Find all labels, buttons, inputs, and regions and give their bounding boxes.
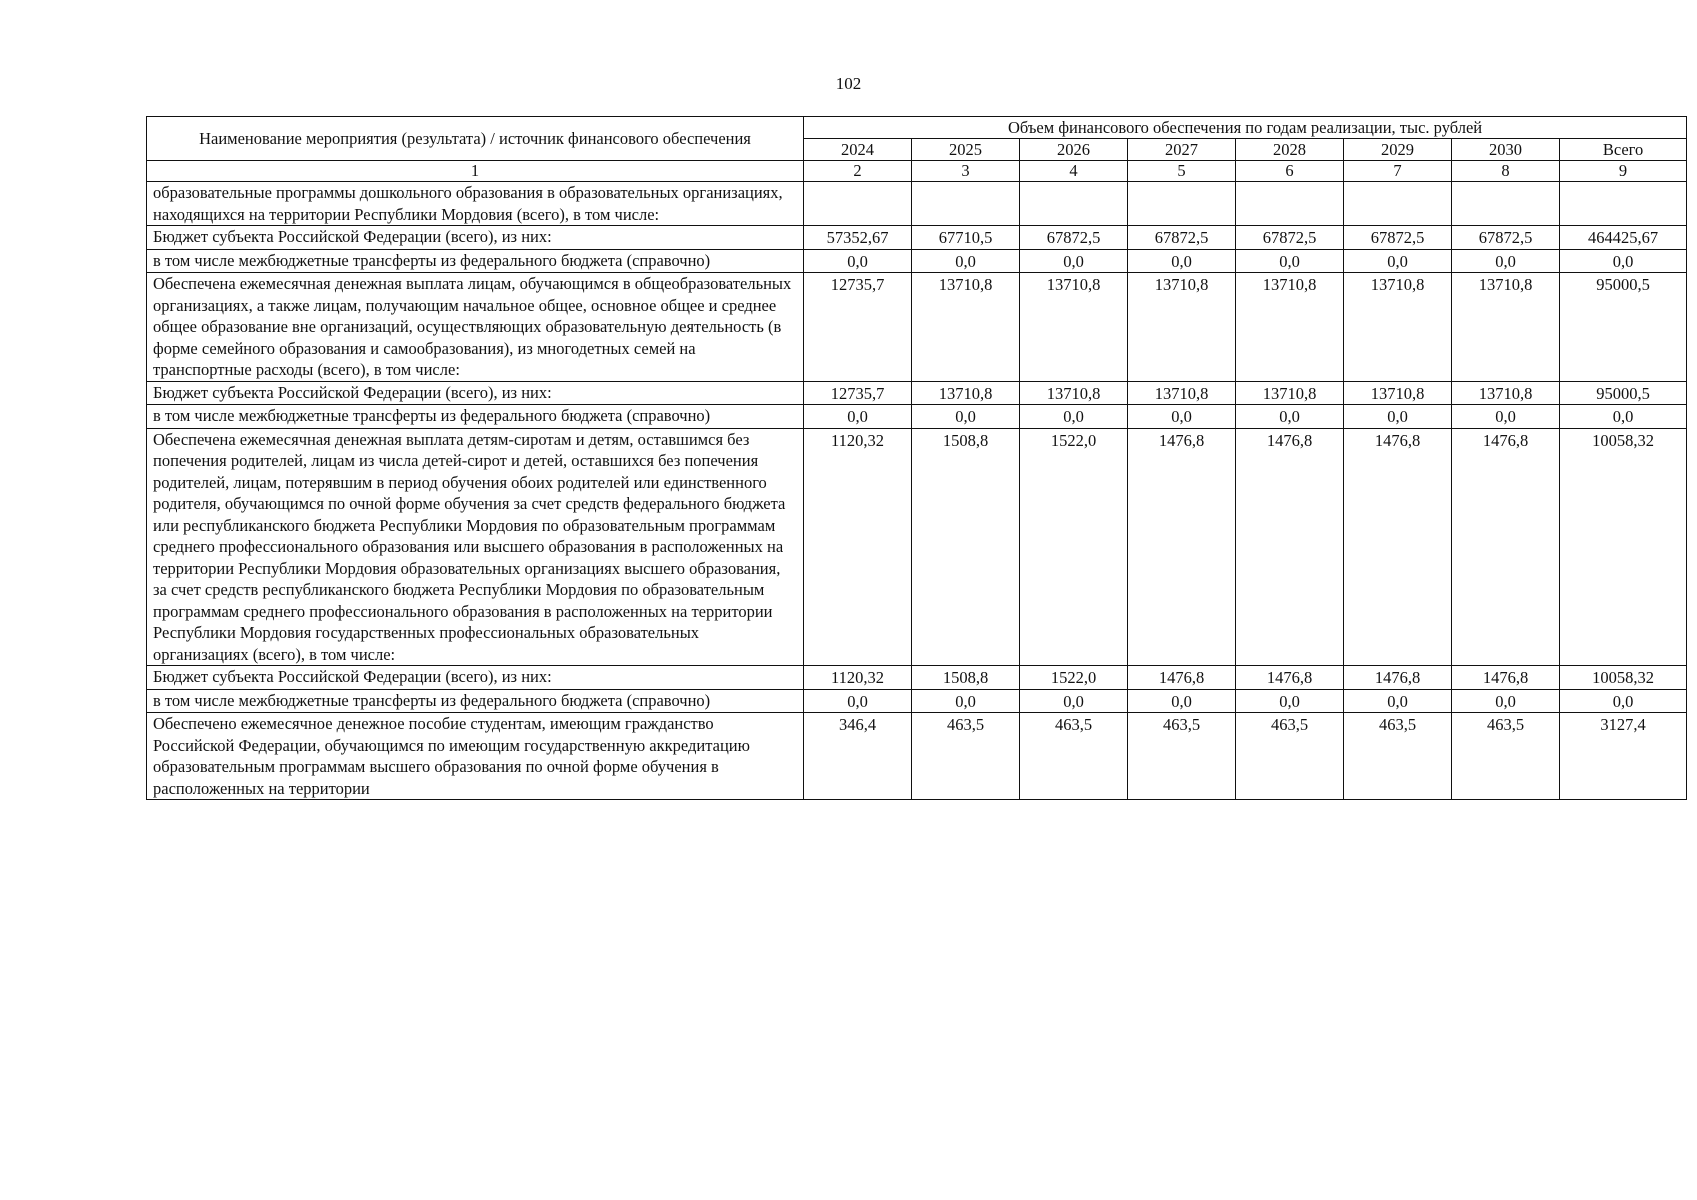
row-value-cell: 0,0 — [912, 249, 1020, 273]
row-value-cell: 463,5 — [912, 713, 1020, 800]
row-name-cell: в том числе межбюджетные трансферты из федерального бюджета (справочно) — [147, 405, 804, 429]
row-value-cell — [1020, 182, 1128, 226]
header-year: 2024 — [804, 139, 912, 161]
row-value-cell: 57352,67 — [804, 226, 912, 250]
row-name-cell: Бюджет субъекта Российской Федерации (всего), из них: — [147, 381, 804, 405]
row-value-cell: 13710,8 — [1020, 273, 1128, 382]
row-value-cell: 463,5 — [1128, 713, 1236, 800]
row-total-cell: 464425,67 — [1560, 226, 1687, 250]
row-value-cell: 0,0 — [1020, 249, 1128, 273]
row-total-cell — [1560, 182, 1687, 226]
row-value-cell: 0,0 — [804, 405, 912, 429]
row-value-cell — [1452, 182, 1560, 226]
row-value-cell: 0,0 — [1452, 689, 1560, 713]
table-row — [147, 405, 1687, 429]
row-value-cell: 463,5 — [1344, 713, 1452, 800]
row-value-cell: 0,0 — [1452, 249, 1560, 273]
row-value-cell: 0,0 — [804, 249, 912, 273]
row-value-cell: 1476,8 — [1236, 428, 1344, 666]
row-value-cell: 0,0 — [1344, 689, 1452, 713]
header-row-top — [147, 117, 1687, 139]
row-value-cell: 13710,8 — [912, 381, 1020, 405]
column-number: 3 — [912, 161, 1020, 182]
header-year: 2027 — [1128, 139, 1236, 161]
row-value-cell: 0,0 — [1020, 405, 1128, 429]
header-total: Всего — [1560, 139, 1687, 161]
row-value-cell — [804, 182, 912, 226]
row-value-cell — [912, 182, 1020, 226]
header-volume-caption: Объем финансового обеспечения по годам реализации, тыс. рублей — [804, 117, 1687, 139]
row-value-cell: 0,0 — [912, 405, 1020, 429]
column-number: 9 — [1560, 161, 1687, 182]
row-total-cell: 95000,5 — [1560, 273, 1687, 382]
row-total-cell: 10058,32 — [1560, 666, 1687, 690]
row-value-cell: 0,0 — [1452, 405, 1560, 429]
row-value-cell: 0,0 — [1236, 249, 1344, 273]
row-value-cell: 0,0 — [1344, 249, 1452, 273]
row-value-cell: 13710,8 — [1344, 381, 1452, 405]
row-value-cell: 0,0 — [1128, 405, 1236, 429]
table-row — [147, 273, 1687, 382]
row-value-cell: 0,0 — [1236, 405, 1344, 429]
row-name-cell: Обеспечена ежемесячная денежная выплата детям-сиротам и детям, оставшимся без попечения родителей, лицам из числа детей-сирот и детей, оставшихся без попечения родителей, лицам, потерявшим в период обучения обоих родителей или единственного родителя, обучающимся по очной форме обучения за счет средств федерального бюджета или республиканского бюджета Республики Мордовия по образовательным программам среднего профессионального образования или высшего образования в расположенных на территории Республики Мордовия образовательных организациях высшего образования, за счет средств республиканского бюджета Республики Мордовия по образовательным программам среднего профессионального образования в расположенных на территории Республики Мордовия государственных профессиональных образовательных организациях (всего), в том числе: — [147, 428, 804, 666]
row-value-cell: 0,0 — [912, 689, 1020, 713]
row-value-cell: 0,0 — [804, 689, 912, 713]
column-number: 4 — [1020, 161, 1128, 182]
row-value-cell: 1476,8 — [1452, 428, 1560, 666]
row-value-cell: 1476,8 — [1452, 666, 1560, 690]
row-value-cell: 67872,5 — [1128, 226, 1236, 250]
table-row — [147, 666, 1687, 690]
row-value-cell: 13710,8 — [1020, 381, 1128, 405]
row-value-cell: 13710,8 — [1344, 273, 1452, 382]
row-value-cell: 0,0 — [1344, 405, 1452, 429]
row-value-cell — [1236, 182, 1344, 226]
column-number: 6 — [1236, 161, 1344, 182]
row-value-cell: 0,0 — [1128, 249, 1236, 273]
row-total-cell: 95000,5 — [1560, 381, 1687, 405]
column-number: 2 — [804, 161, 912, 182]
column-number: 1 — [147, 161, 804, 182]
row-value-cell: 0,0 — [1236, 689, 1344, 713]
row-value-cell: 1120,32 — [804, 428, 912, 666]
row-name-cell: Бюджет субъекта Российской Федерации (всего), из них: — [147, 226, 804, 250]
row-value-cell: 1508,8 — [912, 666, 1020, 690]
row-value-cell: 346,4 — [804, 713, 912, 800]
header-row-column-numbers — [147, 161, 1687, 182]
table-row — [147, 713, 1687, 800]
row-value-cell: 13710,8 — [1452, 381, 1560, 405]
row-value-cell: 1508,8 — [912, 428, 1020, 666]
row-value-cell: 13710,8 — [1236, 381, 1344, 405]
row-value-cell: 13710,8 — [1128, 273, 1236, 382]
row-value-cell: 463,5 — [1020, 713, 1128, 800]
row-value-cell: 67872,5 — [1020, 226, 1128, 250]
row-value-cell: 1120,32 — [804, 666, 912, 690]
column-number: 7 — [1344, 161, 1452, 182]
row-value-cell: 67710,5 — [912, 226, 1020, 250]
row-value-cell: 463,5 — [1236, 713, 1344, 800]
table-body — [147, 182, 1687, 800]
row-value-cell: 1476,8 — [1128, 666, 1236, 690]
table-row — [147, 428, 1687, 666]
header-name-column: Наименование мероприятия (результата) / источник финансового обеспечения — [147, 117, 804, 161]
row-value-cell: 1476,8 — [1128, 428, 1236, 666]
row-value-cell: 1476,8 — [1344, 666, 1452, 690]
row-value-cell — [1344, 182, 1452, 226]
row-value-cell: 12735,7 — [804, 273, 912, 382]
page-number: 102 — [835, 74, 862, 93]
table-row — [147, 226, 1687, 250]
row-value-cell: 12735,7 — [804, 381, 912, 405]
header-year: 2028 — [1236, 139, 1344, 161]
row-value-cell: 0,0 — [1128, 689, 1236, 713]
row-name-cell: Обеспечено ежемесячное денежное пособие студентам, имеющим гражданство Российской Федерации, обучающимся по имеющим государственную аккредитацию образовательным программам высшего образования по очной форме обучения в расположенных на территории — [147, 713, 804, 800]
row-name-cell: в том числе межбюджетные трансферты из федерального бюджета (справочно) — [147, 689, 804, 713]
row-value-cell: 13710,8 — [1128, 381, 1236, 405]
row-name-cell: в том числе межбюджетные трансферты из федерального бюджета (справочно) — [147, 249, 804, 273]
table-row — [147, 249, 1687, 273]
row-value-cell: 0,0 — [1020, 689, 1128, 713]
row-total-cell: 3127,4 — [1560, 713, 1687, 800]
header-year: 2029 — [1344, 139, 1452, 161]
row-total-cell: 0,0 — [1560, 405, 1687, 429]
table-row — [147, 381, 1687, 405]
row-total-cell: 0,0 — [1560, 249, 1687, 273]
financing-table — [146, 116, 1687, 800]
row-value-cell: 1522,0 — [1020, 666, 1128, 690]
row-total-cell: 0,0 — [1560, 689, 1687, 713]
row-value-cell: 67872,5 — [1452, 226, 1560, 250]
row-name-cell: Обеспечена ежемесячная денежная выплата лицам, обучающимся в общеобразовательных организациях, а также лицам, получающим начальное общее, основное общее и среднее общее образование вне организаций, осуществляющих образовательную деятельность (в форме семейного образования и самообразования), из многодетных семей на транспортные расходы (всего), в том числе: — [147, 273, 804, 382]
table-row — [147, 182, 1687, 226]
row-value-cell: 13710,8 — [1236, 273, 1344, 382]
row-value-cell: 67872,5 — [1344, 226, 1452, 250]
row-name-cell: Бюджет субъекта Российской Федерации (всего), из них: — [147, 666, 804, 690]
table-row — [147, 689, 1687, 713]
header-year: 2030 — [1452, 139, 1560, 161]
row-value-cell: 67872,5 — [1236, 226, 1344, 250]
row-total-cell: 10058,32 — [1560, 428, 1687, 666]
row-value-cell: 13710,8 — [912, 273, 1020, 382]
row-value-cell: 13710,8 — [1452, 273, 1560, 382]
row-value-cell: 1476,8 — [1344, 428, 1452, 666]
header-year: 2026 — [1020, 139, 1128, 161]
row-value-cell: 463,5 — [1452, 713, 1560, 800]
row-value-cell: 1476,8 — [1236, 666, 1344, 690]
column-number: 8 — [1452, 161, 1560, 182]
row-value-cell — [1128, 182, 1236, 226]
header-year: 2025 — [912, 139, 1020, 161]
row-value-cell: 1522,0 — [1020, 428, 1128, 666]
column-number: 5 — [1128, 161, 1236, 182]
row-name-cell: образовательные программы дошкольного образования в образовательных организациях, находящихся на территории Республики Мордовия (всего), в том числе: — [147, 182, 804, 226]
